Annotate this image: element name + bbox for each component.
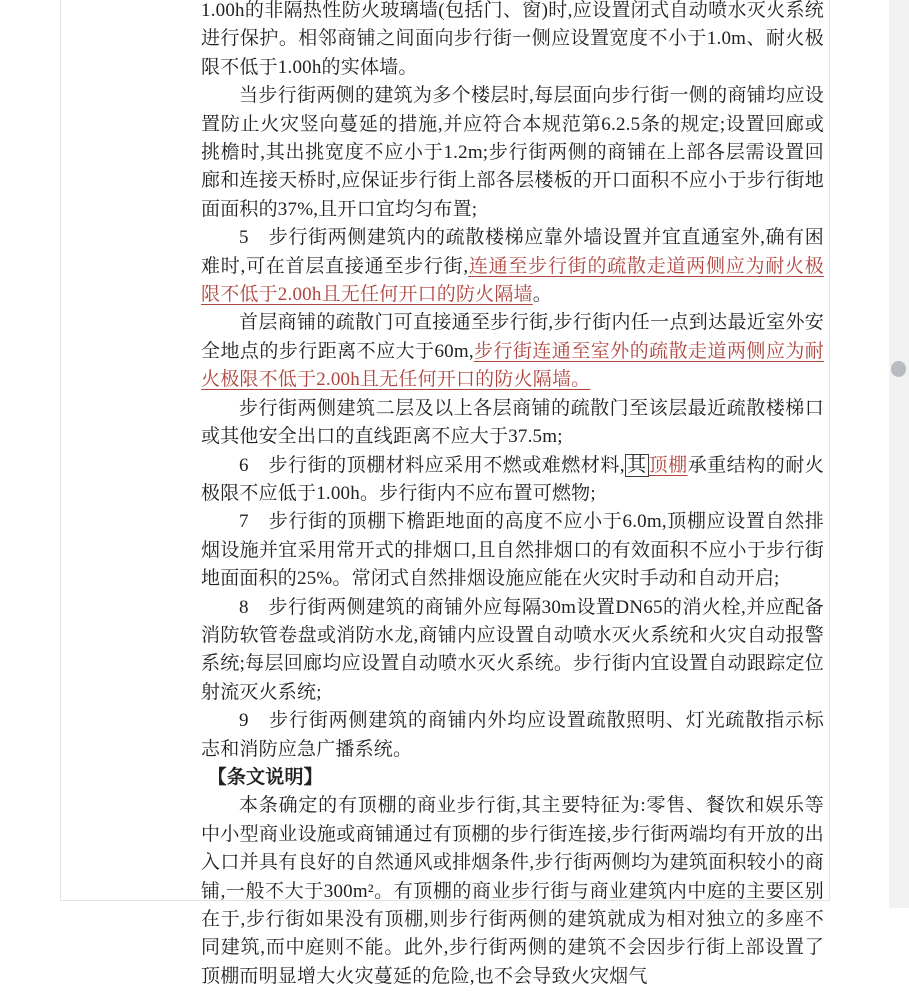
text-run: 本条确定的有顶棚的商业步行街,其主要特征为:零售、餐饮和娱乐等中小型商业设施或商铺通过有顶棚的步行街连接,步行街两端均有开放的出入口并具有良好的自然通风或排烟条件,步行街两侧均为建筑面积较小的商铺,一般不大于300m²。有顶棚的商业步行街与商业建筑内中庭的主要区别在于,步行街如果没有顶棚,则步行街两侧的建筑就成为相对独立的多座不同建筑,而中庭则不能。此外,步行街两侧的建筑不会因步行街上部设置了顶棚而明显增大火灾蔓延的危险,也不会导致火灾烟气 [201,795,824,987]
document-content [201,0,824,991]
para-multi-floor [201,82,824,224]
boxed-deleted-char: 其 [626,454,647,476]
revision-insert-run: 顶棚 [648,454,688,476]
heading-commentary [201,764,824,792]
item-5 [201,224,824,309]
para-continuation [201,0,824,82]
text-run: 当步行街两侧的建筑为多个楼层时,每层面向步行街一侧的商铺均应设置防止火灾竖向蔓延的措施,并应符合本规范第6.2.5条的规定;设置回廊或挑檐时,其出挑宽度不应小于1.2m;步行街两侧的商铺在上部各层需设置回廊和连接天桥时,应保证步行街上部各层楼板的开口面积不应小于步行街地面面积的37%,且开口宜均匀布置; [201,85,824,220]
text-run: 6 步行街的顶棚材料应采用不燃或难燃材料, [239,454,625,476]
text-run: 首层商铺的疏散门可直接通至步行街,步行街内任一点到达最近室外安全地点的步行距离不应大于60m, [201,312,824,362]
scrollbar-thumb[interactable] [891,361,906,377]
text-run: 。 [532,284,552,306]
item-9 [201,707,824,764]
text-run: 9 步行街两侧建筑的商铺内外均应设置疏散照明、灯光疏散指示标志和消防应急广播系统。 [201,710,824,760]
para-first-floor-shops [201,309,824,394]
revision-insert-run: 步行街连通至室外的疏散走道两侧应为耐火极限不低于2.00h且无任何开口的防火隔墙。 [201,340,824,391]
text-run: 1.00h的非隔热性防火玻璃墙(包括门、窗)时,应设置闭式自动喷水灭火系统进行保护。相邻商铺之间面向步行街一侧应设置宽度不小于1.0m、耐火极限不低于1.00h的实体墙。 [201,0,824,78]
para-upper-floor-distance [201,395,824,452]
item-7 [201,508,824,593]
text-run: 7 步行街的顶棚下檐距地面的高度不应小于6.0m,顶棚应设置自然排烟设施并宜采用常开式的排烟口,且自然排烟口的有效面积不应小于步行街地面面积的25%。常闭式自然排烟设施应能在火灾时手动和自动开启; [201,511,824,590]
text-run: 【条文说明】 [207,766,323,788]
item-6 [201,452,824,509]
text-run: 5 步行街两侧建筑内的疏散楼梯应靠外墙设置并宜直通室外,确有困难时,可在首层直接通至步行街, [201,227,824,277]
scrollbar-track[interactable] [889,0,909,908]
revision-insert-run: 连通至步行街的疏散走道两侧应为耐火极限不低于2.00h且无任何开口的防火隔墙 [201,255,824,306]
document-page [60,0,830,987]
text-run: 承重结构的耐火极限不应低于1.00h。步行街内不应布置可燃物; [201,454,825,504]
text-run: 步行街两侧建筑二层及以上各层商铺的疏散门至该层最近疏散楼梯口或其他安全出口的直线距离不应大于37.5m; [201,397,824,448]
text-run: 8 步行街两侧建筑的商铺外应每隔30m设置DN65的消火栓,并应配备消防软管卷盘或消防水龙,商铺内应设置自动喷水灭火系统和火灾自动报警系统;每层回廊均应设置自动喷水灭火系统。步行街内宜设置自动跟踪定位射流灭火系统; [201,596,824,703]
para-commentary [201,792,824,991]
item-8 [201,594,824,708]
